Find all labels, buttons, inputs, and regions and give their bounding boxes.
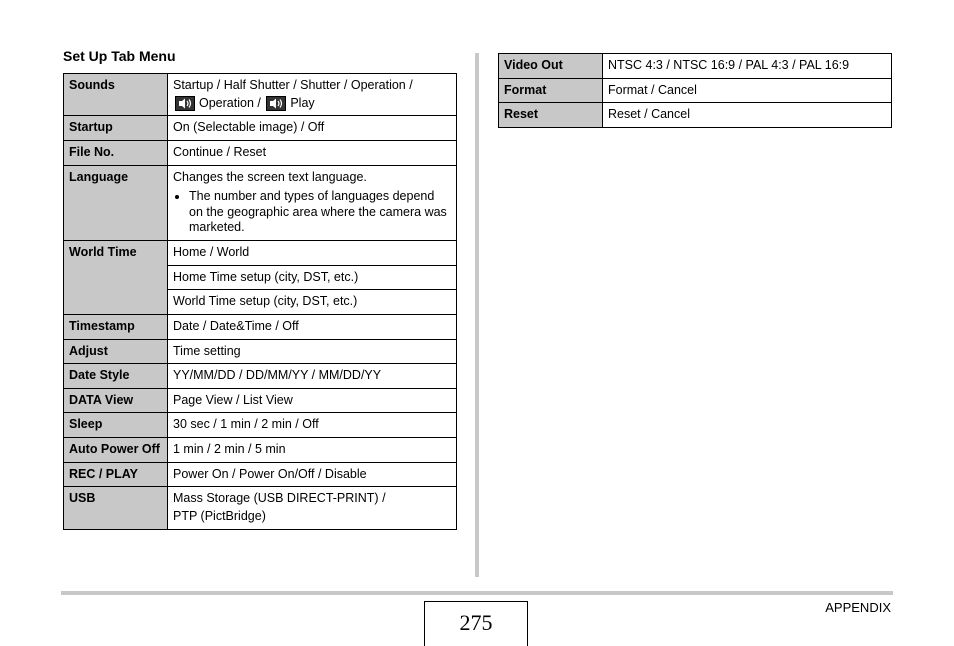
- row-value-world-time-2: Home Time setup (city, DST, etc.): [168, 265, 457, 290]
- row-value-sleep: 30 sec / 1 min / 2 min / Off: [168, 413, 457, 438]
- row-key-file-no: File No.: [64, 140, 168, 165]
- row-value-reset: Reset / Cancel: [603, 103, 892, 128]
- table-row: [64, 438, 457, 463]
- sounds-play-label: Play: [290, 95, 315, 110]
- speaker-icon: [175, 96, 195, 111]
- footer-divider: [61, 591, 893, 595]
- row-value-format: Format / Cancel: [603, 78, 892, 103]
- row-value-language: [168, 165, 457, 241]
- setup-menu-table: [63, 73, 457, 530]
- row-value-auto-power-off: 1 min / 2 min / 5 min: [168, 438, 457, 463]
- row-key-rec-play: REC / PLAY: [64, 462, 168, 487]
- speaker-icon: [266, 96, 286, 111]
- row-key-startup: Startup: [64, 116, 168, 141]
- table-row: [64, 339, 457, 364]
- sounds-line-2: [173, 96, 451, 112]
- table-row: [64, 388, 457, 413]
- table-row: [64, 314, 457, 339]
- row-key-language: Language: [64, 165, 168, 241]
- table-row: [64, 140, 457, 165]
- row-value-rec-play: Power On / Power On/Off / Disable: [168, 462, 457, 487]
- setup-menu-table-continued: [498, 53, 892, 128]
- row-value-data-view: Page View / List View: [168, 388, 457, 413]
- table-row: [64, 165, 457, 241]
- row-value-sounds: [168, 74, 457, 116]
- row-value-video-out: NTSC 4:3 / NTSC 16:9 / PAL 4:3 / PAL 16:9: [603, 54, 892, 79]
- column-divider: [475, 53, 479, 577]
- row-key-date-style: Date Style: [64, 364, 168, 389]
- table-row: [499, 103, 892, 128]
- language-description: Changes the screen text language.: [173, 169, 367, 184]
- row-key-video-out: Video Out: [499, 54, 603, 79]
- row-value-world-time-3: World Time setup (city, DST, etc.): [168, 290, 457, 315]
- table-row: [499, 54, 892, 79]
- row-value-date-style: YY/MM/DD / DD/MM/YY / MM/DD/YY: [168, 364, 457, 389]
- table-row: [64, 74, 457, 116]
- usb-line-2: PTP (PictBridge): [173, 508, 266, 523]
- row-key-auto-power-off: Auto Power Off: [64, 438, 168, 463]
- row-value-usb: [168, 487, 457, 529]
- row-value-timestamp: Date / Date&Time / Off: [168, 314, 457, 339]
- table-row: [64, 241, 457, 266]
- table-row: [64, 487, 457, 529]
- row-value-adjust: Time setting: [168, 339, 457, 364]
- section-title: Set Up Tab Menu: [63, 48, 176, 64]
- section-label: APPENDIX: [825, 600, 891, 615]
- language-note: • The number and types of languages depend on the geographic area where the camera was marketed.: [189, 189, 451, 236]
- row-key-sounds: Sounds: [64, 74, 168, 116]
- row-value-startup: On (Selectable image) / Off: [168, 116, 457, 141]
- row-key-data-view: DATA View: [64, 388, 168, 413]
- row-key-timestamp: Timestamp: [64, 314, 168, 339]
- row-key-reset: Reset: [499, 103, 603, 128]
- row-value-file-no: Continue / Reset: [168, 140, 457, 165]
- row-value-world-time-1: Home / World: [168, 241, 457, 266]
- row-key-sleep: Sleep: [64, 413, 168, 438]
- table-row: [64, 364, 457, 389]
- sounds-line-1: Startup / Half Shutter / Shutter / Operation /: [173, 78, 413, 92]
- sounds-operation-label: Operation /: [199, 95, 261, 110]
- table-row: [64, 462, 457, 487]
- page-number: 275: [424, 601, 528, 646]
- row-key-format: Format: [499, 78, 603, 103]
- table-row: [64, 116, 457, 141]
- language-note-list: [173, 189, 451, 236]
- table-row: [499, 78, 892, 103]
- usb-line-1: Mass Storage (USB DIRECT-PRINT) /: [173, 491, 386, 506]
- row-key-world-time: World Time: [64, 241, 168, 315]
- row-key-adjust: Adjust: [64, 339, 168, 364]
- row-key-usb: USB: [64, 487, 168, 529]
- table-row: [64, 413, 457, 438]
